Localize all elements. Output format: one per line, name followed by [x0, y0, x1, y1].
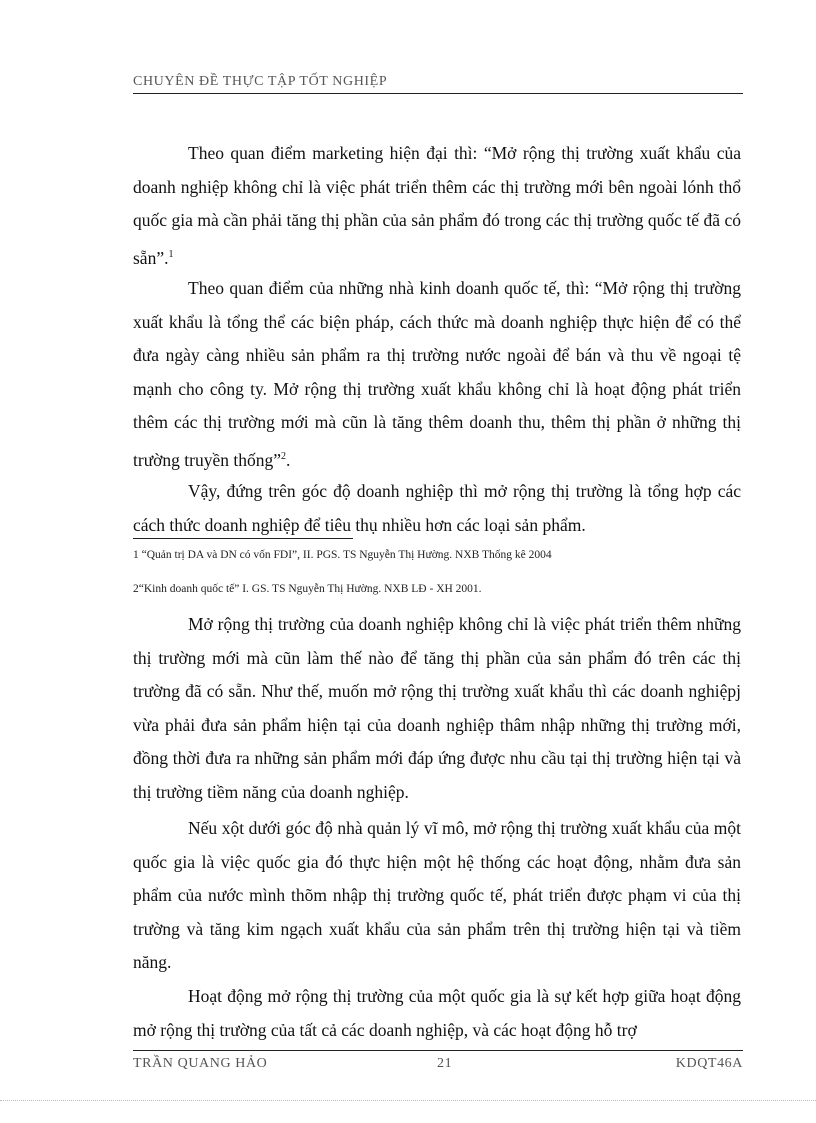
footer-rule — [133, 1050, 743, 1051]
paragraph-4: Mở rộng thị trường của doanh nghiệp không chỉ là việc phát triển thêm những thị trường mới mà cũn làm thế nào để tăng thị phần của sản phẩm đó trên các thị trường đã có sẵn. Như thế, muốn mở rộng thị trường xuất khẩu thì các doanh nghiệpj vừa phải đưa sản phẩm hiện tại của doanh nghiệp thâm nhập những thị trường mới, đồng thời đưa ra những sản phẩm mới đáp ứng được nhu cầu tại thị trường hiện tại và thị trường tiềm năng của doanh nghiệp. — [133, 614, 741, 802]
footnote-rule — [133, 538, 353, 539]
paragraph-2: Theo quan điểm của những nhà kinh doanh quốc tế, thì: “Mở rộng thị trường xuất khẩu là tổng thể các biện pháp, cách thức mà doanh nghiệp thực hiện để có thể đưa ngày càng nhiều sản phẩm ra thị trường nước ngoài để bán và thu về ngoại tệ mạnh cho công ty. Mở rộng thị trường xuất khẩu không chỉ là hoạt động phát triển thêm các thị trường mới mà cũn là tăng thêm doanh thu, thêm thị phần ở những thị trường truyền thống”$^2$. — [133, 278, 741, 470]
paragraph-1 — [133, 137, 741, 275]
footnote-ref-2: 2 — [281, 450, 287, 462]
paragraph-6: Hoạt động mở rộng thị trường của một quốc gia là sự kết hợp giữa hoạt động mở rộng thị trường của tất cả các doanh nghiệp, và các hoạt động hỗ trợ — [133, 986, 741, 1040]
footnote-2 — [133, 582, 743, 596]
page-bottom-divider — [0, 1100, 816, 1101]
footer-author: TRẦN QUANG HẢO — [133, 1056, 268, 1071]
footnote-2-text: “Kinh doanh quốc tế” I. GS. TS Nguyễn Thị Hường. NXB LĐ - XH 2001. — [138, 583, 482, 595]
paragraph-1-text: Theo quan điểm marketing hiện đại thì: “Mở rộng thị trường xuất khẩu của doanh nghiệp không chỉ là việc phát triển thêm các thị trường mới bên ngoài lónh thổ quốc gia mà cần phải tăng thị phần của sản phẩm đó trong các thị trường quốc tế đã có sẵn”. — [133, 143, 741, 268]
footnote-1 — [133, 548, 743, 562]
footnote-1-text: “Quản trị DA và DN có vốn FDI”, II. PGS. TS Nguyễn Thị Hường. NXB Thống kê 2004 — [141, 549, 552, 561]
paragraph-5: Nếu xột dưới góc độ nhà quản lý vĩ mô, mở rộng thị trường xuất khẩu của một quốc gia là việc quốc gia đó thực hiện một hệ thống các hoạt động, nhằm đưa sản phẩm của nước mình thõm nhập thị trường quốc tế, phát triển được phạm vi của thị trường và tăng kim ngạch xuất khẩu của sản phẩm trên thị trường hiện tại và tiềm năng. — [133, 818, 741, 972]
header-rule — [133, 93, 743, 94]
footnote-2-mark: 2 — [133, 583, 139, 595]
footnote-ref-1: 1 — [168, 248, 174, 260]
paragraph-3: Vậy, đứng trên góc độ doanh nghiệp thì mở rộng thị trường là tổng hợp các cách thức doanh nghiệp để tiêu thụ nhiều hơn các loại sản phẩm. — [133, 481, 741, 535]
page-number: 21 — [437, 1056, 453, 1071]
footnote-1-mark: 1 — [133, 549, 139, 561]
running-header: CHUYÊN ĐỀ THỰC TẬP TỐT NGHIỆP — [133, 74, 388, 89]
paragraph-2-text: Theo quan điểm của những nhà kinh doanh quốc tế, thì: “Mở rộng thị trường xuất khẩu là tổng thể các biện pháp, cách thức mà doanh nghiệp thực hiện để có thể đưa ngày càng nhiều sản phẩm ra thị trường nước ngoài để bán và thu về ngoại tệ mạnh cho công ty. Mở rộng thị trường xuất khẩu không chỉ là hoạt động phát triển thêm các thị trường mới mà cũn là tăng thêm doanh thu, thêm thị phần ở những thị trường truyền thống” — [133, 278, 741, 470]
footer-class-code: KDQT46A — [675, 1056, 743, 1071]
